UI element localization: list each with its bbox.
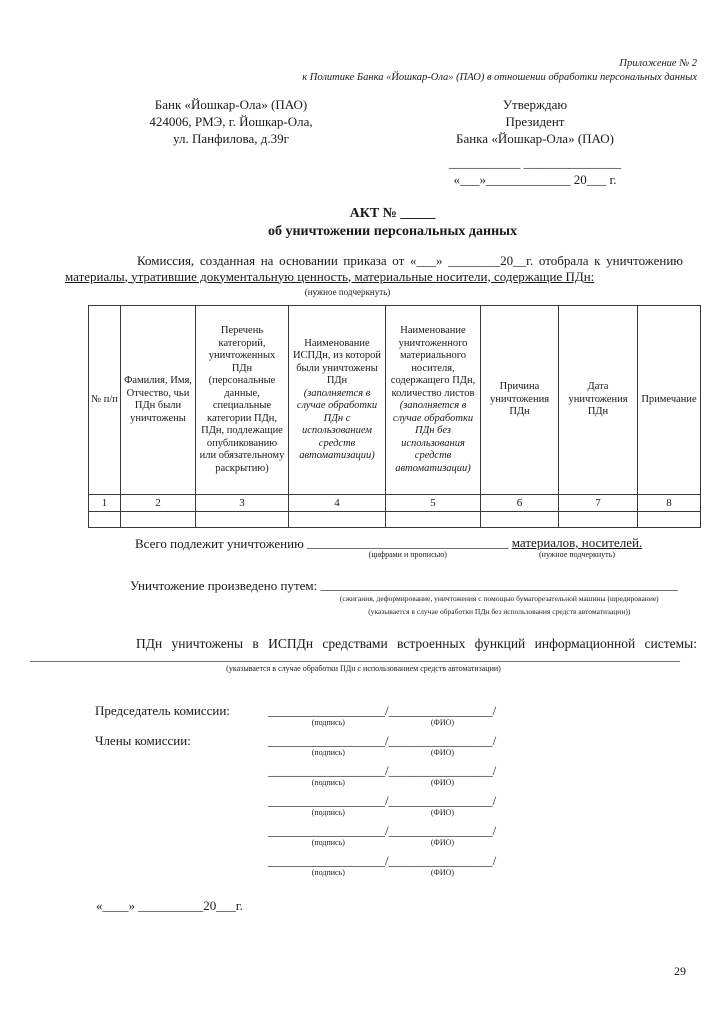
table-number-row xyxy=(89,495,701,512)
empty-cell xyxy=(638,512,701,528)
signature-segment xyxy=(268,853,389,877)
member-signature-row xyxy=(95,793,496,817)
fio-segment xyxy=(389,793,497,817)
annex-reference xyxy=(302,57,697,85)
members-label: Члены комиссии: xyxy=(95,733,191,748)
col-header-number: № п/п xyxy=(89,306,121,495)
fio-segment xyxy=(389,853,497,877)
member-signature-row xyxy=(95,853,496,877)
approval-block xyxy=(415,96,655,188)
signature-segment xyxy=(268,703,389,727)
table-empty-row xyxy=(89,512,701,528)
destruction-label: Уничтожение произведено путем: xyxy=(130,578,321,593)
signature-line: __________________/ xyxy=(268,733,389,748)
title-act-number: АКТ № _____ xyxy=(349,206,436,221)
ispdn-statement: ПДн уничтожены в ИСПДн средствами встроенных функций информационной системы: xyxy=(136,636,697,651)
fio-line: ________________/ xyxy=(388,823,497,838)
member-signature-row xyxy=(95,733,496,757)
document-date-line: «____» __________20___г. xyxy=(96,898,243,913)
approval-position: Президент xyxy=(505,114,565,129)
total-blank-note: (цифрами и прописью) xyxy=(368,550,447,559)
empty-cell xyxy=(386,512,481,528)
signature-line: __________________/ xyxy=(268,823,389,838)
col-header-ispdn: Наименование ИСПДн, из которой были уничтожены ПДн (заполняется в случае обработки ПДн с использованием средств автоматизации) xyxy=(289,306,386,495)
col-header-remark: Примечание xyxy=(638,306,701,495)
destruction-blank-line: _______________________________________________________ xyxy=(320,577,679,592)
col-header-reason: Причина уничтожения ПДн xyxy=(481,306,559,495)
member-signature-row xyxy=(95,763,496,787)
destruction-note1: (сжигания, деформирование, уничтожения с помощью бумагорезательной машины (шредирование) xyxy=(339,594,659,603)
total-phrase-segment xyxy=(512,536,642,560)
total-blank-segment xyxy=(307,536,509,560)
fio-segment xyxy=(389,733,497,757)
col-number: 4 xyxy=(289,495,386,512)
signature-segment xyxy=(268,733,389,757)
ispdn-blank-line: ____________________________________________________________________________________________________ xyxy=(30,648,680,663)
podpis-label: (подпись) xyxy=(311,718,345,727)
signature-line: __________________/ xyxy=(268,763,389,778)
approval-date-line: «___»_____________ 20___ г. xyxy=(453,172,617,187)
signature-segment xyxy=(268,793,389,817)
destruction-blank-segment xyxy=(321,578,679,618)
intro-underline-note: (нужное подчеркнуть) xyxy=(304,287,391,297)
fio-label: (ФИО) xyxy=(430,868,455,877)
signature-line: __________________/ xyxy=(268,703,389,718)
col-number: 2 xyxy=(121,495,196,512)
bank-address-line1: 424006, РМЭ, г. Йошкар-Ола, xyxy=(149,114,313,129)
total-phrase-note: (нужное подчеркнуть) xyxy=(539,550,615,559)
total-destroyed-line xyxy=(88,536,700,560)
total-label: Всего подлежит уничтожению xyxy=(135,536,308,551)
fio-segment xyxy=(389,823,497,847)
annex-line1: Приложение № 2 xyxy=(619,58,697,69)
approval-signature-line: ___________ _______________ xyxy=(448,155,622,170)
intro-paragraph xyxy=(65,253,683,301)
intro-line2-underlined: материалы, утратившие документальную ценность, материальные носители, содержащие ПДн: xyxy=(65,268,595,284)
fio-line: ________________/ xyxy=(388,853,497,868)
col-header-carrier: Наименование уничтоженного материального носителя, содержащего ПДн, количество листов (заполняется в случае обработки ПДн без использования средств автоматизации) xyxy=(386,306,481,495)
total-blank-line: _______________________________ xyxy=(307,535,509,550)
destroyed-data-table xyxy=(88,305,701,528)
total-phrase-underlined: материалов, носителей. xyxy=(511,535,643,550)
col-number: 5 xyxy=(386,495,481,512)
fio-label: (ФИО) xyxy=(430,808,455,817)
col-number: 8 xyxy=(638,495,701,512)
intro-line1: Комиссия, созданная на основании приказа от «___» ________20__г. отобрала к уничтожению xyxy=(137,253,683,268)
ispdn-note: (указывается в случае обработки ПДн с использованием средств автоматизации) xyxy=(226,664,501,673)
col-header-fio: Фамилия, Имя, Отчество, чьи ПДн были уничтожены xyxy=(121,306,196,495)
empty-cell xyxy=(121,512,196,528)
destruction-note2: (указывается в случае обработки ПДн без использования средств автоматизации)) xyxy=(368,607,631,616)
signature-segment xyxy=(268,823,389,847)
empty-cell xyxy=(289,512,386,528)
col-number: 3 xyxy=(196,495,289,512)
podpis-label: (подпись) xyxy=(311,868,345,877)
title-subject: об уничтожении персональных данных xyxy=(267,224,518,239)
bank-name: Банк «Йошкар-Ола» (ПАО) xyxy=(154,97,308,112)
fio-line: ________________/ xyxy=(388,703,497,718)
col-header-date: Дата уничтожения ПДн xyxy=(559,306,638,495)
podpis-label: (подпись) xyxy=(311,778,345,787)
empty-cell xyxy=(481,512,559,528)
bank-address-block xyxy=(115,96,347,147)
empty-cell xyxy=(89,512,121,528)
document-title xyxy=(88,205,697,241)
signature-line: __________________/ xyxy=(268,793,389,808)
col-number: 6 xyxy=(481,495,559,512)
fio-label: (ФИО) xyxy=(430,838,455,847)
member-signature-row xyxy=(95,823,496,847)
fio-label: (ФИО) xyxy=(430,748,455,757)
destruction-method-line xyxy=(88,578,700,618)
col-header-categories: Перечень категорий, уничтоженных ПДн (персональные данные, специальные категории ПДн, ПДн, подлежащие опубликованию или обязательному раскрытию) xyxy=(196,306,289,495)
col-number: 7 xyxy=(559,495,638,512)
fio-label: (ФИО) xyxy=(430,718,455,727)
chairman-label: Председатель комиссии: xyxy=(95,703,230,718)
podpis-label: (подпись) xyxy=(311,808,345,817)
page-number: 29 xyxy=(674,964,686,978)
fio-line: ________________/ xyxy=(388,793,497,808)
signature-segment xyxy=(268,763,389,787)
approval-word: Утверждаю xyxy=(502,97,568,112)
fio-segment xyxy=(389,703,497,727)
empty-cell xyxy=(559,512,638,528)
signatures-block xyxy=(95,703,496,883)
table-header-row xyxy=(89,306,701,495)
annex-line2: к Политике Банка «Йошкар-Ола» (ПАО) в отношении обработки персональных данных xyxy=(302,72,697,83)
fio-line: ________________/ xyxy=(388,733,497,748)
empty-cell xyxy=(196,512,289,528)
podpis-label: (подпись) xyxy=(311,748,345,757)
fio-line: ________________/ xyxy=(388,763,497,778)
fio-label: (ФИО) xyxy=(430,778,455,787)
chairman-signature-row xyxy=(95,703,496,727)
fio-segment xyxy=(389,763,497,787)
podpis-label: (подпись) xyxy=(311,838,345,847)
bank-address-line2: ул. Панфилова, д.39г xyxy=(173,131,289,146)
approval-org: Банка «Йошкар-Ола» (ПАО) xyxy=(455,131,615,146)
col-number: 1 xyxy=(89,495,121,512)
signature-line: __________________/ xyxy=(268,853,389,868)
